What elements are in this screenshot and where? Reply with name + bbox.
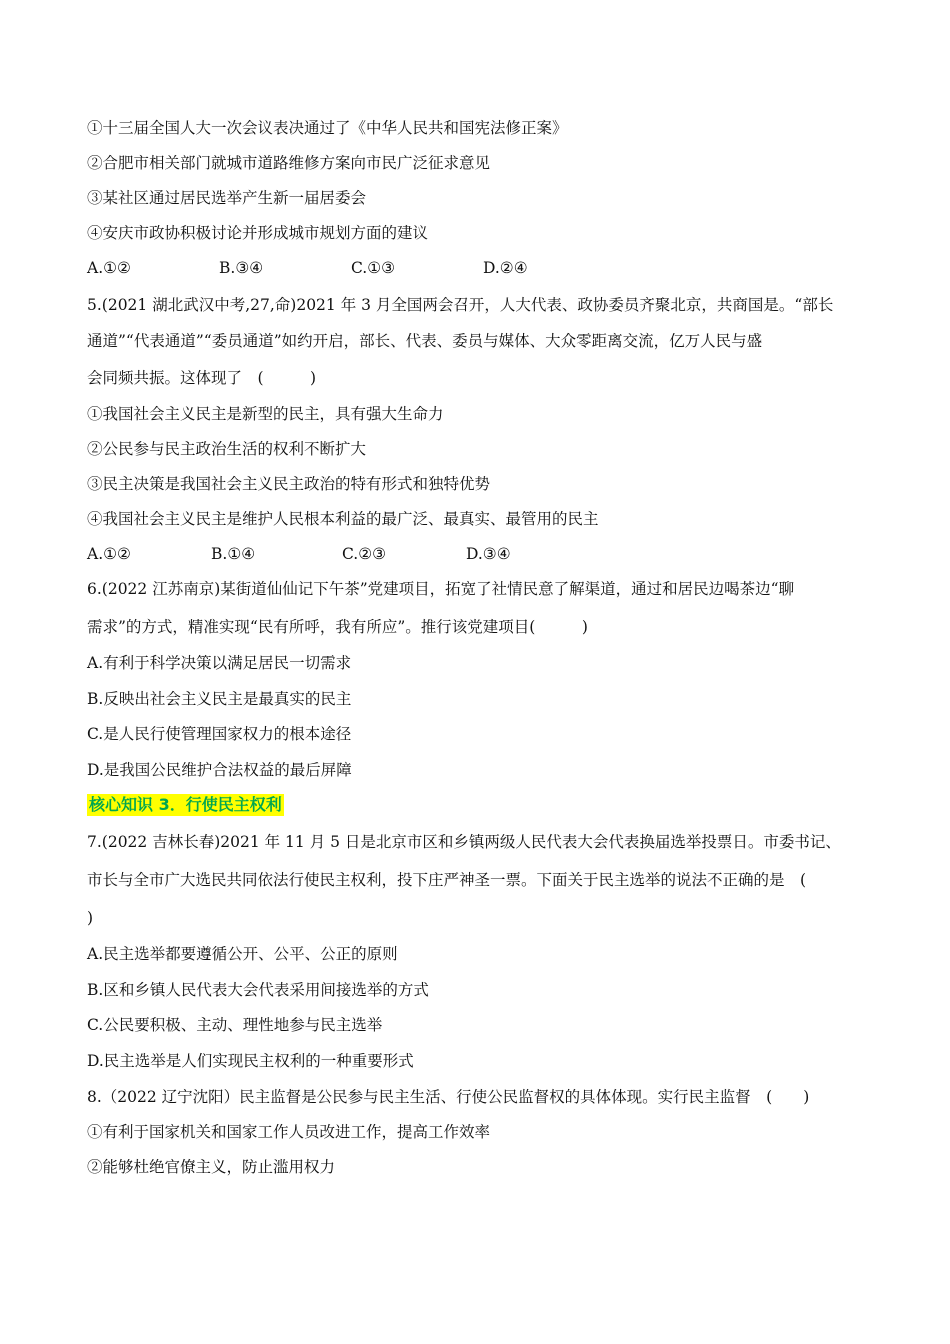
q4-item-3: ③某社区通过居民选举产生新一届居委会 — [87, 189, 367, 207]
q5-option-d: D.③④ — [466, 545, 511, 563]
q5-stem-line-1: 5.(2021 湖北武汉中考,27,命)2021 年 3 月全国两会召开，人大代表、政协委员齐聚北京，共商国是。“部长 — [87, 296, 834, 314]
q4-option-b: B.③④ — [219, 259, 264, 277]
q5-stem-line-2: 通道”“代表通道”“委员通道”如约开启，部长、代表、委员与媒体、大众零距离交流，亿万人民与盛 — [87, 332, 763, 350]
q7-stem-line-1: 7.(2022 吉林长春)2021 年 11 月 5 日是北京市区和乡镇两级人民代表大会代表换届选举投票日。市委书记、 — [87, 833, 841, 851]
q5-stem-line-3: 会同频共振。这体现了 ( ) — [87, 369, 317, 387]
q6-option-c: C.是人民行使管理国家权力的根本途径 — [87, 725, 352, 743]
q6-option-a: A.有利于科学决策以满足居民一切需求 — [87, 654, 352, 672]
q8-stem: 8.（2022 辽宁沈阳）民主监督是公民参与民主生活、行使公民监督权的具体体现。实行民主监督 ( ) — [87, 1088, 810, 1106]
q7-option-c: C.公民要积极、主动、理性地参与民主选举 — [87, 1016, 383, 1034]
q7-option-a: A.民主选举都要遵循公开、公平、公正的原则 — [87, 945, 398, 963]
q7-option-b: B.区和乡镇人民代表大会代表采用间接选举的方式 — [87, 981, 429, 999]
q4-item-2: ②合肥市相关部门就城市道路维修方案向市民广泛征求意见 — [87, 154, 491, 172]
q4-options — [87, 258, 528, 278]
q5-option-b: B.①④ — [211, 545, 256, 563]
q5-item-1: ①我国社会主义民主是新型的民主，具有强大生命力 — [87, 405, 444, 423]
q7-stem-line-2: 市长与全市广大选民共同依法行使民主权利，投下庄严神圣一票。下面关于民主选举的说法不正确的是 ( — [87, 871, 807, 889]
q8-item-1: ①有利于国家机关和国家工作人员改进工作，提高工作效率 — [87, 1123, 491, 1141]
q7-stem-line-3: ) — [87, 909, 94, 927]
q6-stem-line-2: 需求”的方式，精准实现“民有所呼，我有所应”。推行该党建项目( ) — [87, 618, 588, 636]
q7-option-d: D.民主选举是人们实现民主权利的一种重要形式 — [87, 1052, 414, 1070]
q5-option-a: A.①② — [87, 545, 131, 563]
q5-options — [87, 544, 511, 564]
q6-option-d: D.是我国公民维护合法权益的最后屏障 — [87, 761, 352, 779]
q5-item-3: ③民主决策是我国社会主义民主政治的特有形式和独特优势 — [87, 475, 491, 493]
section-heading: 核心知识 3．行使民主权利 — [89, 795, 282, 814]
q5-option-c: C.②③ — [342, 545, 387, 563]
q8-item-2: ②能够杜绝官僚主义，防止滥用权力 — [87, 1158, 336, 1176]
q6-stem-line-1: 6.(2022 江苏南京)某街道仙仙记下午茶”党建项目，拓宽了社情民意了解渠道，通过和居民边喝茶边“聊 — [87, 580, 795, 598]
q5-item-2: ②公民参与民主政治生活的权利不断扩大 — [87, 440, 367, 458]
q4-option-c: C.①③ — [351, 259, 396, 277]
q4-option-d: D.②④ — [483, 259, 528, 277]
q4-item-4: ④安庆市政协积极讨论并形成城市规划方面的建议 — [87, 224, 429, 242]
q5-item-4: ④我国社会主义民主是维护人民根本利益的最广泛、最真实、最管用的民主 — [87, 510, 599, 528]
q4-option-a: A.①② — [87, 259, 131, 277]
q6-option-b: B.反映出社会主义民主是最真实的民主 — [87, 690, 352, 708]
q4-item-1: ①十三届全国人大一次会议表决通过了《中华人民共和国宪法修正案》 — [87, 119, 568, 137]
